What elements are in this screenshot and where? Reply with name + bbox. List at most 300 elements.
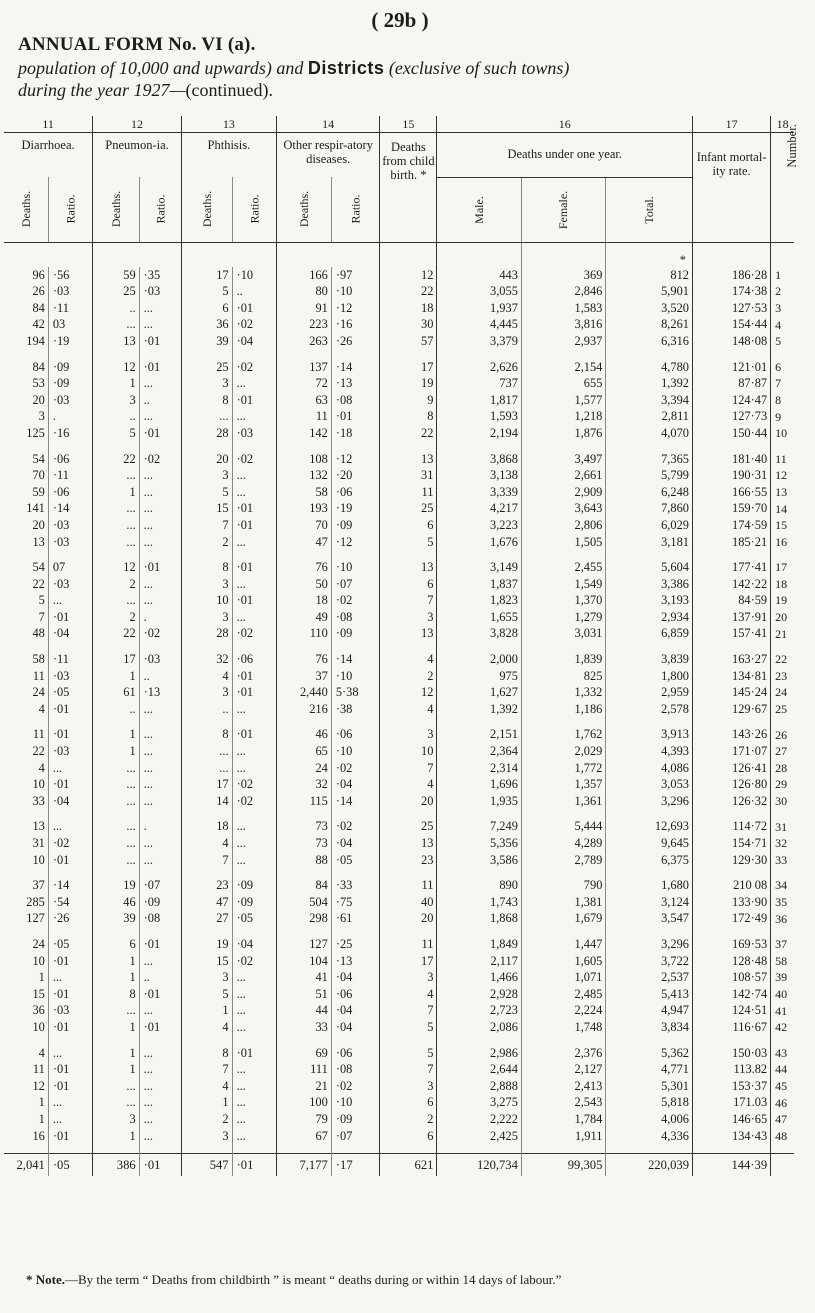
infant-mortality-rate-cell: 145·24: [693, 684, 771, 701]
pneumonia-ratio-cell: ...: [139, 776, 181, 793]
phthisis-ratio-cell: ·01: [232, 300, 276, 317]
respiratory-deaths-cell: 37: [276, 668, 331, 685]
diarrhoea-ratio-cell: ·09: [48, 375, 92, 392]
diarrhoea-deaths-cell: 285: [26, 894, 45, 909]
phthisis-deaths-cell: 32: [181, 651, 232, 668]
infant-mortality-rate-cell: 134·81: [693, 668, 771, 685]
number-label: Number.: [784, 124, 799, 168]
total-deaths-cell: 5,413: [606, 986, 693, 1003]
respiratory-deaths-cell: 32: [276, 776, 331, 793]
pneumonia-deaths-cell: ...: [93, 852, 139, 869]
diarrhoea-ratio-cell: ·06: [48, 484, 92, 501]
row-number-cell: 43: [771, 1044, 794, 1061]
total-deaths-cell: 2,578: [606, 701, 693, 718]
row-number-cell: 16: [771, 533, 794, 550]
pneumonia-deaths-cell: ...: [93, 818, 139, 835]
diarrhoea-deaths-cell: 11: [32, 727, 45, 742]
table-row: [4, 818, 794, 835]
childbirth-deaths-cell: 5: [380, 1044, 437, 1061]
female-deaths-cell: 1,505: [521, 533, 605, 550]
childbirth-deaths-cell: 17: [380, 358, 437, 375]
female-deaths-cell: 1,071: [521, 969, 605, 986]
pneumonia-deaths-cell: ...: [93, 517, 139, 534]
respiratory-deaths-cell: 49: [276, 609, 331, 626]
infant-mortality-rate-cell: 153·37: [693, 1078, 771, 1095]
diarrhoea-ratio-total: ·05: [48, 1154, 92, 1177]
total-deaths-cell: 3,124: [606, 894, 693, 911]
totals-row: [4, 1154, 794, 1177]
pneumonia-deaths-cell: 19: [93, 877, 139, 894]
phthisis-ratio-cell: ·01: [232, 559, 276, 576]
respiratory-deaths-cell: 11: [276, 408, 331, 425]
female-deaths-cell: 4,289: [521, 835, 605, 852]
diarrhoea-ratio-cell: ·56: [48, 267, 92, 284]
total-deaths-cell: 3,520: [606, 300, 693, 317]
total-deaths-cell: 1,680: [606, 877, 693, 894]
table-row: [4, 852, 794, 869]
infant-mortality-rate-cell: 174·59: [693, 517, 771, 534]
table-row: [4, 300, 794, 317]
pneumonia-deaths-cell: 1: [93, 1127, 139, 1144]
diarrhoea-ratio-cell: ·01: [48, 852, 92, 869]
phthisis-ratio-cell: ...: [232, 484, 276, 501]
row-number-cell: 44: [771, 1061, 794, 1078]
diarrhoea-deaths-cell: 127: [26, 911, 45, 926]
phthisis-ratio-cell: ·01: [232, 668, 276, 685]
total-deaths-cell: 5,818: [606, 1094, 693, 1111]
infant-mortality-rate-cell: 143·26: [693, 726, 771, 743]
respiratory-ratio-cell: ·07: [331, 1127, 380, 1144]
row-number-cell: 46: [771, 1094, 794, 1111]
infant-mortality-rate-cell: 159·70: [693, 500, 771, 517]
total-deaths-cell: 5,604: [606, 559, 693, 576]
total-deaths-cell: 3,722: [606, 952, 693, 969]
male-deaths-cell: 1,849: [437, 936, 521, 953]
diarrhoea-ratio-cell: ·11: [48, 651, 92, 668]
diarrhoea-deaths-cell: 48: [32, 626, 45, 641]
childbirth-deaths-cell: 22: [380, 283, 437, 300]
pneumonia-ratio-cell: ·01: [139, 936, 181, 953]
table-row: [4, 952, 794, 969]
respiratory-deaths-cell: 166: [276, 267, 331, 284]
respiratory-ratio-cell: ·07: [331, 576, 380, 593]
childbirth-deaths-cell: 5: [380, 1019, 437, 1036]
female-deaths-cell: 790: [521, 877, 605, 894]
respiratory-ratio-cell: ·02: [331, 760, 380, 777]
col-num-15: 15: [380, 116, 437, 133]
male-deaths-cell: 1,655: [437, 609, 521, 626]
phthisis-deaths-cell: 8: [181, 559, 232, 576]
phthisis-ratio-cell: ...: [232, 1127, 276, 1144]
respiratory-deaths-cell: 46: [276, 726, 331, 743]
respiratory-ratio-cell: ·10: [331, 559, 380, 576]
row-gap: [4, 809, 794, 818]
phthisis-deaths-cell: 36: [181, 316, 232, 333]
childbirth-deaths-cell: 11: [380, 936, 437, 953]
pneumonia-deaths-cell: ...: [93, 467, 139, 484]
respiratory-ratio-cell: ·06: [331, 484, 380, 501]
row-number-cell: 40: [771, 986, 794, 1003]
male-deaths-cell: 2,626: [437, 358, 521, 375]
female-deaths-cell: 2,154: [521, 358, 605, 375]
diarrhoea-deaths-cell: 13: [32, 534, 45, 549]
diarrhoea-ratio-cell: ·01: [48, 609, 92, 626]
table-row: [4, 609, 794, 626]
pneumonia-deaths-cell: 3: [93, 1111, 139, 1128]
total-deaths-cell: 3,193: [606, 592, 693, 609]
phthisis-ratio-cell: ·02: [232, 625, 276, 642]
respiratory-ratio-cell: ·10: [331, 1094, 380, 1111]
phthisis-deaths-cell: 17: [181, 776, 232, 793]
total-deaths-cell: 6,248: [606, 484, 693, 501]
pneumonia-deaths-cell: 22: [93, 450, 139, 467]
infant-mortality-rate-cell: 146·65: [693, 1111, 771, 1128]
phthisis-ratio-cell: ·02: [232, 793, 276, 810]
diarrhoea-ratio-cell: ...: [48, 1094, 92, 1111]
male-deaths-cell: 3,586: [437, 852, 521, 869]
pneumonia-ratio-cell: ·09: [139, 894, 181, 911]
group-phthisis: Phthisis.: [181, 133, 276, 178]
respiratory-deaths-cell: 108: [276, 450, 331, 467]
pneumonia-ratio-cell: ...: [139, 375, 181, 392]
diarrhoea-deaths-cell: 20: [32, 392, 45, 407]
infant-mortality-rate-cell: 154·71: [693, 835, 771, 852]
female-deaths-cell: 1,549: [521, 576, 605, 593]
form-subtitle-2: [18, 80, 798, 101]
diarrhoea-ratio-cell: ·06: [48, 450, 92, 467]
childbirth-deaths-cell: 10: [380, 743, 437, 760]
male-deaths-cell: 1,868: [437, 910, 521, 927]
male-deaths-cell: 3,223: [437, 517, 521, 534]
phthisis-deaths-cell: 3: [181, 684, 232, 701]
phthisis-deaths-cell: 23: [181, 877, 232, 894]
pneumonia-deaths-cell: 1: [93, 726, 139, 743]
infant-mortality-rate-cell: 177·41: [693, 559, 771, 576]
phthisis-ratio-cell: ·01: [232, 392, 276, 409]
female-deaths-cell: 1,279: [521, 609, 605, 626]
male-deaths-cell: 737: [437, 375, 521, 392]
respiratory-ratio-cell: ·13: [331, 375, 380, 392]
female-deaths-cell: 3,497: [521, 450, 605, 467]
pneumonia-deaths-cell: ...: [93, 316, 139, 333]
diarrhoea-deaths-cell: 96: [32, 267, 45, 282]
pneumonia-deaths-cell: 1: [93, 484, 139, 501]
respiratory-ratio-cell: ·06: [331, 1044, 380, 1061]
male-deaths-cell: 3,379: [437, 333, 521, 350]
pneumonia-ratio-cell: ·01: [139, 559, 181, 576]
respiratory-deaths-cell: 51: [276, 986, 331, 1003]
diarrhoea-ratio-cell: ...: [48, 592, 92, 609]
diarrhoea-deaths-cell: 10: [32, 852, 45, 867]
pneumonia-deaths-cell: 2: [93, 609, 139, 626]
childbirth-deaths-cell: 19: [380, 375, 437, 392]
total-deaths-cell: 3,386: [606, 576, 693, 593]
respiratory-ratio-cell: ·01: [331, 408, 380, 425]
diarrhoea-deaths-cell: 33: [32, 793, 45, 808]
phthisis-ratio-cell: ...: [232, 375, 276, 392]
male-deaths-cell: 1,696: [437, 776, 521, 793]
female-deaths-cell: 1,605: [521, 952, 605, 969]
col-num-17: 17: [693, 116, 771, 133]
total-deaths-cell: 6,859: [606, 625, 693, 642]
diarrhoea-ratio-cell: ·04: [48, 793, 92, 810]
diarrhoea-ratio-cell: ·03: [48, 392, 92, 409]
phthisis-deaths-header: Deaths.: [181, 177, 232, 242]
pneumonia-ratio-cell: ·01: [139, 1019, 181, 1036]
table-row: [4, 1061, 794, 1078]
table-row: [4, 267, 794, 284]
pneumonia-deaths-cell: ...: [93, 760, 139, 777]
table-row: [4, 625, 794, 642]
diarrhoea-ratio-cell: ·03: [48, 668, 92, 685]
phthisis-deaths-cell: 15: [181, 500, 232, 517]
pneumonia-ratio-cell: ·13: [139, 684, 181, 701]
childbirth-deaths-cell: 11: [380, 484, 437, 501]
pneumonia-ratio-cell: ...: [139, 1002, 181, 1019]
respiratory-ratio-cell: ·06: [331, 986, 380, 1003]
row-gap: [4, 550, 794, 559]
childbirth-deaths-total: 621: [380, 1154, 437, 1177]
row-number-cell: 5: [771, 333, 794, 350]
female-deaths-cell: 1,583: [521, 300, 605, 317]
phthisis-deaths-cell: 19: [181, 936, 232, 953]
respiratory-deaths-cell: 24: [276, 760, 331, 777]
respiratory-deaths-cell: 84: [276, 877, 331, 894]
female-deaths-cell: 3,816: [521, 316, 605, 333]
pneumonia-deaths-cell: 12: [93, 559, 139, 576]
phthisis-deaths-cell: 3: [181, 576, 232, 593]
childbirth-deaths-cell: 4: [380, 776, 437, 793]
respiratory-ratio-cell: ·14: [331, 651, 380, 668]
total-deaths-cell: 4,070: [606, 425, 693, 442]
infant-mortality-rate-cell: 142·74: [693, 986, 771, 1003]
infant-mortality-rate-cell: 166·55: [693, 484, 771, 501]
diarrhoea-ratio-cell: ·01: [48, 986, 92, 1003]
infant-mortality-rate-cell: 150·44: [693, 425, 771, 442]
diarrhoea-deaths-cell: 16: [32, 1128, 45, 1143]
respiratory-deaths-cell: 216: [276, 701, 331, 718]
phthisis-ratio-cell: ·02: [232, 776, 276, 793]
respiratory-deaths-cell: 73: [276, 835, 331, 852]
diarrhoea-ratio-cell: ·11: [48, 300, 92, 317]
childbirth-deaths-cell: 4: [380, 986, 437, 1003]
respiratory-deaths-cell: 69: [276, 1044, 331, 1061]
pneumonia-ratio-cell: ...: [139, 408, 181, 425]
row-gap: [4, 1035, 794, 1044]
childbirth-deaths-cell: 17: [380, 952, 437, 969]
respiratory-deaths-cell: 110: [276, 625, 331, 642]
phthisis-ratio-cell: ...: [232, 1019, 276, 1036]
pneumonia-ratio-cell: ·02: [139, 625, 181, 642]
infant-mortality-rate-cell: 169·53: [693, 936, 771, 953]
phthisis-deaths-cell: 3: [181, 1127, 232, 1144]
diarrhoea-deaths-cell: 7: [38, 609, 45, 624]
respiratory-deaths-total: 7,177: [276, 1154, 331, 1177]
phthisis-deaths-cell: 1: [181, 1002, 232, 1019]
row-number-cell: 47: [771, 1111, 794, 1128]
pneumonia-ratio-cell: ·03: [139, 651, 181, 668]
female-deaths-cell: 2,376: [521, 1044, 605, 1061]
phthisis-ratio-header: Ratio.: [232, 177, 276, 242]
childbirth-deaths-cell: 7: [380, 592, 437, 609]
female-deaths-cell: 1,577: [521, 392, 605, 409]
pneumonia-deaths-cell: 25: [93, 283, 139, 300]
childbirth-deaths-cell: 5: [380, 533, 437, 550]
male-deaths-cell: 1,627: [437, 684, 521, 701]
respiratory-ratio-cell: ·12: [331, 450, 380, 467]
pneumonia-ratio-cell: ..: [139, 668, 181, 685]
phthisis-ratio-cell: ·06: [232, 651, 276, 668]
female-deaths-cell: 1,772: [521, 760, 605, 777]
phthisis-ratio-cell: ·01: [232, 1044, 276, 1061]
respiratory-deaths-cell: 18: [276, 592, 331, 609]
respiratory-ratio-cell: ·04: [331, 969, 380, 986]
male-deaths-cell: 3,149: [437, 559, 521, 576]
childbirth-deaths-cell: 23: [380, 852, 437, 869]
phthisis-deaths-cell: 1: [181, 1094, 232, 1111]
female-deaths-cell: 2,224: [521, 1002, 605, 1019]
infant-mortality-rate-cell: 84·59: [693, 592, 771, 609]
group-header-row: [4, 133, 794, 178]
total-deaths-cell: 3,296: [606, 793, 693, 810]
phthisis-deaths-cell: 8: [181, 392, 232, 409]
pneumonia-ratio-cell: ·01: [139, 358, 181, 375]
pneumonia-deaths-cell: ...: [93, 1002, 139, 1019]
childbirth-deaths-cell: 2: [380, 1111, 437, 1128]
phthisis-ratio-cell: ·01: [232, 684, 276, 701]
row-number-cell: 30: [771, 793, 794, 810]
row-number-cell: 12: [771, 467, 794, 484]
row-number-cell: 26: [771, 726, 794, 743]
female-deaths-cell: 825: [521, 668, 605, 685]
diarrhoea-ratio-cell: ·01: [48, 701, 92, 718]
male-deaths-cell: 3,339: [437, 484, 521, 501]
respiratory-ratio-cell: ·04: [331, 835, 380, 852]
pneumonia-ratio-cell: ...: [139, 1061, 181, 1078]
infant-mortality-rate-cell: 129·67: [693, 701, 771, 718]
total-deaths-cell: 3,053: [606, 776, 693, 793]
table-row: [4, 283, 794, 300]
row-number-cell: 33: [771, 852, 794, 869]
pneumonia-deaths-cell: 1: [93, 1044, 139, 1061]
phthisis-deaths-cell: 3: [181, 375, 232, 392]
respiratory-deaths-cell: 50: [276, 576, 331, 593]
pneumonia-deaths-cell: ..: [93, 701, 139, 718]
female-deaths-cell: 1,679: [521, 910, 605, 927]
infant-mortality-rate-cell: 163·27: [693, 651, 771, 668]
diarrhoea-deaths-cell: 1: [38, 970, 45, 985]
respiratory-ratio-cell: ·61: [331, 910, 380, 927]
diarrhoea-deaths-cell: 22: [32, 744, 45, 759]
group-childbirth: Deaths from child birth. *: [380, 133, 437, 243]
female-deaths-cell: 369: [521, 267, 605, 284]
total-deaths-cell: 4,086: [606, 760, 693, 777]
group-under-one-year: Deaths under one year.: [437, 133, 693, 178]
infant-mortality-rate-cell: 190·31: [693, 467, 771, 484]
table-row: [4, 1127, 794, 1144]
male-deaths-cell: 2,986: [437, 1044, 521, 1061]
phthisis-deaths-cell: 2: [181, 1111, 232, 1128]
female-deaths-cell: 1,186: [521, 701, 605, 718]
pneumonia-ratio-cell: ...: [139, 316, 181, 333]
respiratory-deaths-cell: 100: [276, 1094, 331, 1111]
pneumonia-deaths-cell: ...: [93, 500, 139, 517]
diarrhoea-deaths-cell: 125: [26, 425, 45, 440]
childbirth-deaths-cell: 4: [380, 651, 437, 668]
total-deaths-cell: 3,547: [606, 910, 693, 927]
pneumonia-ratio-cell: ...: [139, 300, 181, 317]
row-number-cell: 24: [771, 684, 794, 701]
total-deaths-cell: 3,181: [606, 533, 693, 550]
childbirth-deaths-cell: 20: [380, 793, 437, 810]
respiratory-deaths-cell: 65: [276, 743, 331, 760]
male-deaths-cell: 3,275: [437, 1094, 521, 1111]
respiratory-ratio-cell: ·02: [331, 592, 380, 609]
female-deaths-cell: 1,357: [521, 776, 605, 793]
row-number-cell: 29: [771, 776, 794, 793]
respiratory-deaths-cell: 33: [276, 1019, 331, 1036]
table-row: [4, 835, 794, 852]
row-number-cell: 28: [771, 760, 794, 777]
row-number-cell: 15: [771, 517, 794, 534]
phthisis-deaths-cell: 14: [181, 793, 232, 810]
male-deaths-cell: 1,676: [437, 533, 521, 550]
infant-mortality-rate-cell: 171.03: [693, 1094, 771, 1111]
childbirth-deaths-cell: 3: [380, 726, 437, 743]
row-number-cell: 14: [771, 500, 794, 517]
female-deaths-cell: 2,029: [521, 743, 605, 760]
female-deaths-cell: 2,485: [521, 986, 605, 1003]
infant-mortality-rate-cell: 87·87: [693, 375, 771, 392]
respiratory-deaths-cell: 127: [276, 936, 331, 953]
phthisis-ratio-cell: ...: [232, 969, 276, 986]
infant-mortality-rate-cell: 157·41: [693, 625, 771, 642]
column-number-row: [4, 116, 794, 133]
diarrhoea-ratio-cell: ·01: [48, 952, 92, 969]
male-deaths-cell: 4,445: [437, 316, 521, 333]
table-row: [4, 576, 794, 593]
pneumonia-deaths-cell: ...: [93, 1078, 139, 1095]
respiratory-deaths-cell: 79: [276, 1111, 331, 1128]
diarrhoea-deaths-cell: 10: [32, 1019, 45, 1034]
phthisis-deaths-cell: 17: [181, 267, 232, 284]
diarrhoea-deaths-cell: 141: [26, 501, 45, 516]
total-deaths-cell: 2,934: [606, 609, 693, 626]
total-deaths-cell: 3,296: [606, 936, 693, 953]
total-deaths-cell: 7,365: [606, 450, 693, 467]
infant-mortality-rate-cell: 154·44: [693, 316, 771, 333]
pneumonia-ratio-cell: ...: [139, 576, 181, 593]
phthisis-ratio-cell: ...: [232, 1002, 276, 1019]
diarrhoea-deaths-cell: 15: [32, 986, 45, 1001]
col-num-14: 14: [276, 116, 379, 133]
table-row: [4, 684, 794, 701]
phthisis-deaths-total: 547: [181, 1154, 232, 1177]
pneumonia-deaths-cell: 12: [93, 358, 139, 375]
total-deaths-cell: 4,006: [606, 1111, 693, 1128]
diarrhoea-ratio-cell: 03: [48, 316, 92, 333]
form-subtitle: [18, 58, 798, 79]
infant-mortality-rate-cell: 137·91: [693, 609, 771, 626]
table-row: [4, 776, 794, 793]
pneumonia-ratio-cell: ...: [139, 726, 181, 743]
infant-mortality-rate-cell: 126·80: [693, 776, 771, 793]
infant-mortality-rate-cell: 121·01: [693, 358, 771, 375]
subtitle-post: (exclusive of such towns): [384, 58, 570, 78]
phthisis-deaths-cell: 7: [181, 1061, 232, 1078]
row-number-cell: 27: [771, 743, 794, 760]
group-pneumonia: Pneumon-ia.: [93, 133, 182, 178]
